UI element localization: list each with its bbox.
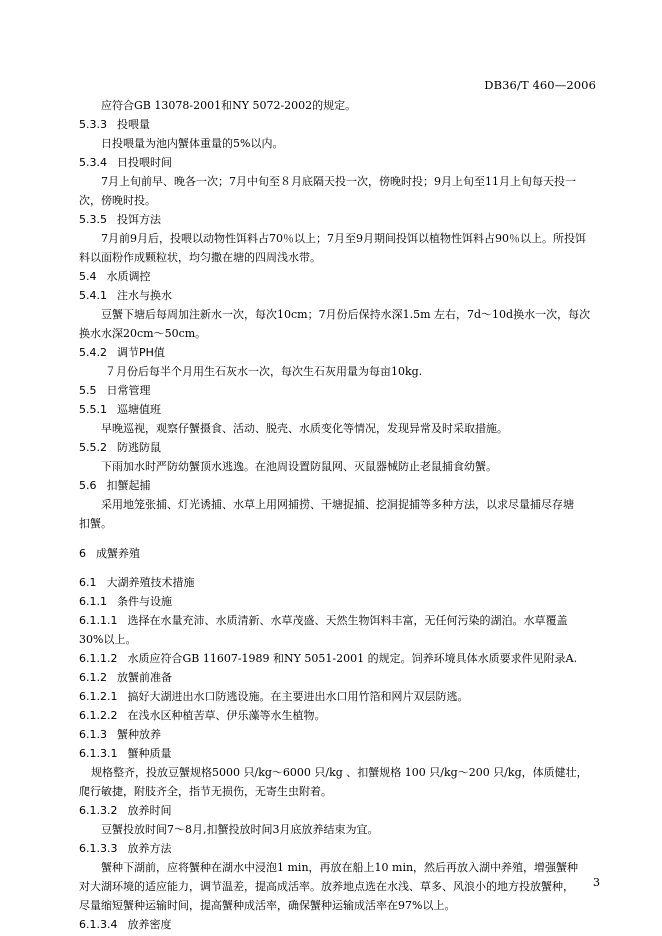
section-title: 投喂量 [117,118,150,131]
section-number: 5.6 [79,479,97,492]
section-title: 调节PH值 [117,346,165,359]
clause-text: 搞好大湖进出水口防逃设施。在主要进出水口用竹箔和网片双层防逃。 [127,690,469,703]
section-title: 日常管理 [106,384,151,397]
section-title: 大湖养殖技术措施 [106,576,195,589]
section-heading-5-3-4 [79,155,172,171]
paragraph-line: 蟹种下湖前，应将蟹种在湖水中浸泡1 min，再放在船上10 min，然后再放入湖中养殖，增强蟹种 [101,861,579,874]
clause-text: 水质应符合GB 11607-1989 和NY 5051-2001 的规定。饲养环境具体水质要求件见附录A. [127,652,578,665]
paragraph-line: 早晚巡视，观察仔蟹摄食、活动、脱壳、水质变化等情况，发现异常及时采取措施。 [101,422,508,435]
paragraph-line: 尽量缩短蟹种运输时间，提高蟹种成活率，确保蟹种运输成活率在97%以上。 [79,899,456,912]
page-number: 3 [593,876,600,889]
section-title: 放养方法 [127,842,172,855]
section-title: 放养时间 [127,804,172,817]
paragraph-line: 7月上旬前早、晚各一次；7月中旬至８月底隔天投一次，傍晚时投；9月上旬至11月上旬每天投一 [101,175,576,188]
paragraph-line: 对大湖环境的适应能力，调节温差，提高成活率。放养地点选在水浅、草多、风浪小的地方投放蟹种， [79,880,574,893]
chapter-heading-6 [79,546,140,562]
section-number: 5.3.5 [79,213,107,226]
section-number: 5.4 [79,270,97,283]
paragraph-line: 扣蟹。 [79,517,112,530]
section-number: 5.4.1 [79,289,107,302]
paragraph-line: 豆蟹投放时间7～8月,扣蟹投放时间3月底放养结束为宜。 [101,823,379,836]
section-number: 5.5.1 [79,403,107,416]
section-number: 6.1.2 [79,671,107,684]
section-title: 水质调控 [106,270,151,283]
paragraph-line: 料以面粉作成颗粒状，均匀撒在塘的四周浅水带。 [79,251,321,264]
paragraph-line: 下雨加水时严防幼蟹顶水逃逸。在池周设置防鼠网、灭鼠器械防止老鼠捕食幼蟹。 [101,460,497,473]
section-heading-6-1-3-2 [79,803,171,819]
clause-number: 6.1.2.2 [79,709,118,722]
section-number: 6.1.3.3 [79,842,118,855]
paragraph-line: 采用地笼张捕、灯光诱捕、水草上用网捕捞、干塘捉捕、挖洞捉捕等多种方法，以求尽量捕尽存塘 [101,498,574,511]
clause-number: 6.1.1.2 [79,652,118,665]
section-number: 5.4.2 [79,346,107,359]
section-heading-6-1-3 [79,727,161,743]
paragraph-line: 日投喂量为池内蟹体重量的5%以内。 [101,137,284,150]
clause-6-1-1-2 [79,651,577,667]
section-heading-6-1-3-3 [79,841,171,857]
paragraph-line: 豆蟹下塘后每周加注新水一次，每次10cm；7月份后保持水深1.5m 左右，7d～10d换水一次，每次 [101,308,591,321]
section-title: 成蟹养殖 [96,547,140,560]
section-heading-5-5-1 [79,402,161,418]
section-number: 6.1.1 [79,595,107,608]
section-heading-5-6 [79,478,151,494]
paragraph-line: 次，傍晚时投。 [79,194,156,207]
section-heading-5-3-5 [79,212,161,228]
section-title: 日投喂时间 [117,156,172,169]
section-heading-6-1-2 [79,670,172,686]
document-code-header: DB36/T 460—2006 [484,78,596,92]
section-heading-6-1-3-4 [79,917,171,933]
section-number: 5.3.3 [79,118,107,131]
section-title: 巡塘值班 [117,403,161,416]
section-number: 6.1.3.4 [79,918,118,931]
clause-6-1-2-1 [79,689,468,705]
paragraph-line: 30%以上。 [79,633,137,646]
clause-text: 选择在水量充沛、水质清新、水草茂盛、天然生物饵料丰富，无任何污染的湖泊。水草覆盖 [127,614,568,627]
section-heading-6-1-3-1 [79,746,171,762]
section-title: 蟹种放养 [117,728,161,741]
section-heading-5-5 [79,383,151,399]
section-heading-5-4-1 [79,288,172,304]
section-heading-5-4 [79,269,151,285]
section-number: 5.3.4 [79,156,107,169]
section-heading-6-1 [79,575,195,591]
clause-6-1-1-1 [79,613,567,629]
clause-text: 在浅水区种植苦草、伊乐藻等水生植物。 [127,709,326,722]
clause-number: 6.1.2.1 [79,690,118,703]
section-number: 6.1.3.1 [79,747,118,760]
paragraph-line: 应符合GB 13078-2001和NY 5072-2002的规定。 [101,99,357,112]
paragraph-line: 7月前9月后，投喂以动物性饵料占70％以上；7月至9月期间投饵以植物性饵料占90％以上。所投饵 [101,232,586,245]
clause-6-1-2-2 [79,708,325,724]
section-number: 6.1.3 [79,728,107,741]
paragraph-line: 爬行敏捷，附肢齐全，指节无损伤，无寄生虫附着。 [79,785,332,798]
section-title: 条件与设施 [117,595,172,608]
section-number: 5.5 [79,384,97,397]
clause-number: 6.1.1.1 [79,614,118,627]
section-heading-5-3-3 [79,117,150,133]
section-number: 6.1.3.2 [79,804,118,817]
section-heading-6-1-1 [79,594,172,610]
section-title: 放蟹前准备 [117,671,172,684]
paragraph-line: ７月份后每半个月用生石灰水一次，每次生石灰用量为每亩10kg. [105,365,423,378]
section-title: 投饵方法 [117,213,161,226]
paragraph-line: 换水水深20cm～50cm。 [79,327,207,340]
section-number: 5.5.2 [79,441,107,454]
paragraph-line: 规格整齐，投放豆蟹规格5000 只/kg～6000 只/kg 、扣蟹规格 100 只/kg～200 只/kg，体质健壮， [91,766,588,779]
section-title: 注水与换水 [117,289,172,302]
section-title: 蟹种质量 [127,747,172,760]
section-number: 6.1 [79,576,97,589]
section-heading-5-5-2 [79,440,161,456]
section-heading-5-4-2 [79,345,165,361]
section-title: 防逃防鼠 [117,441,161,454]
section-title: 扣蟹起捕 [106,479,151,492]
section-number: 6 [79,547,86,560]
section-title: 放养密度 [127,918,172,931]
